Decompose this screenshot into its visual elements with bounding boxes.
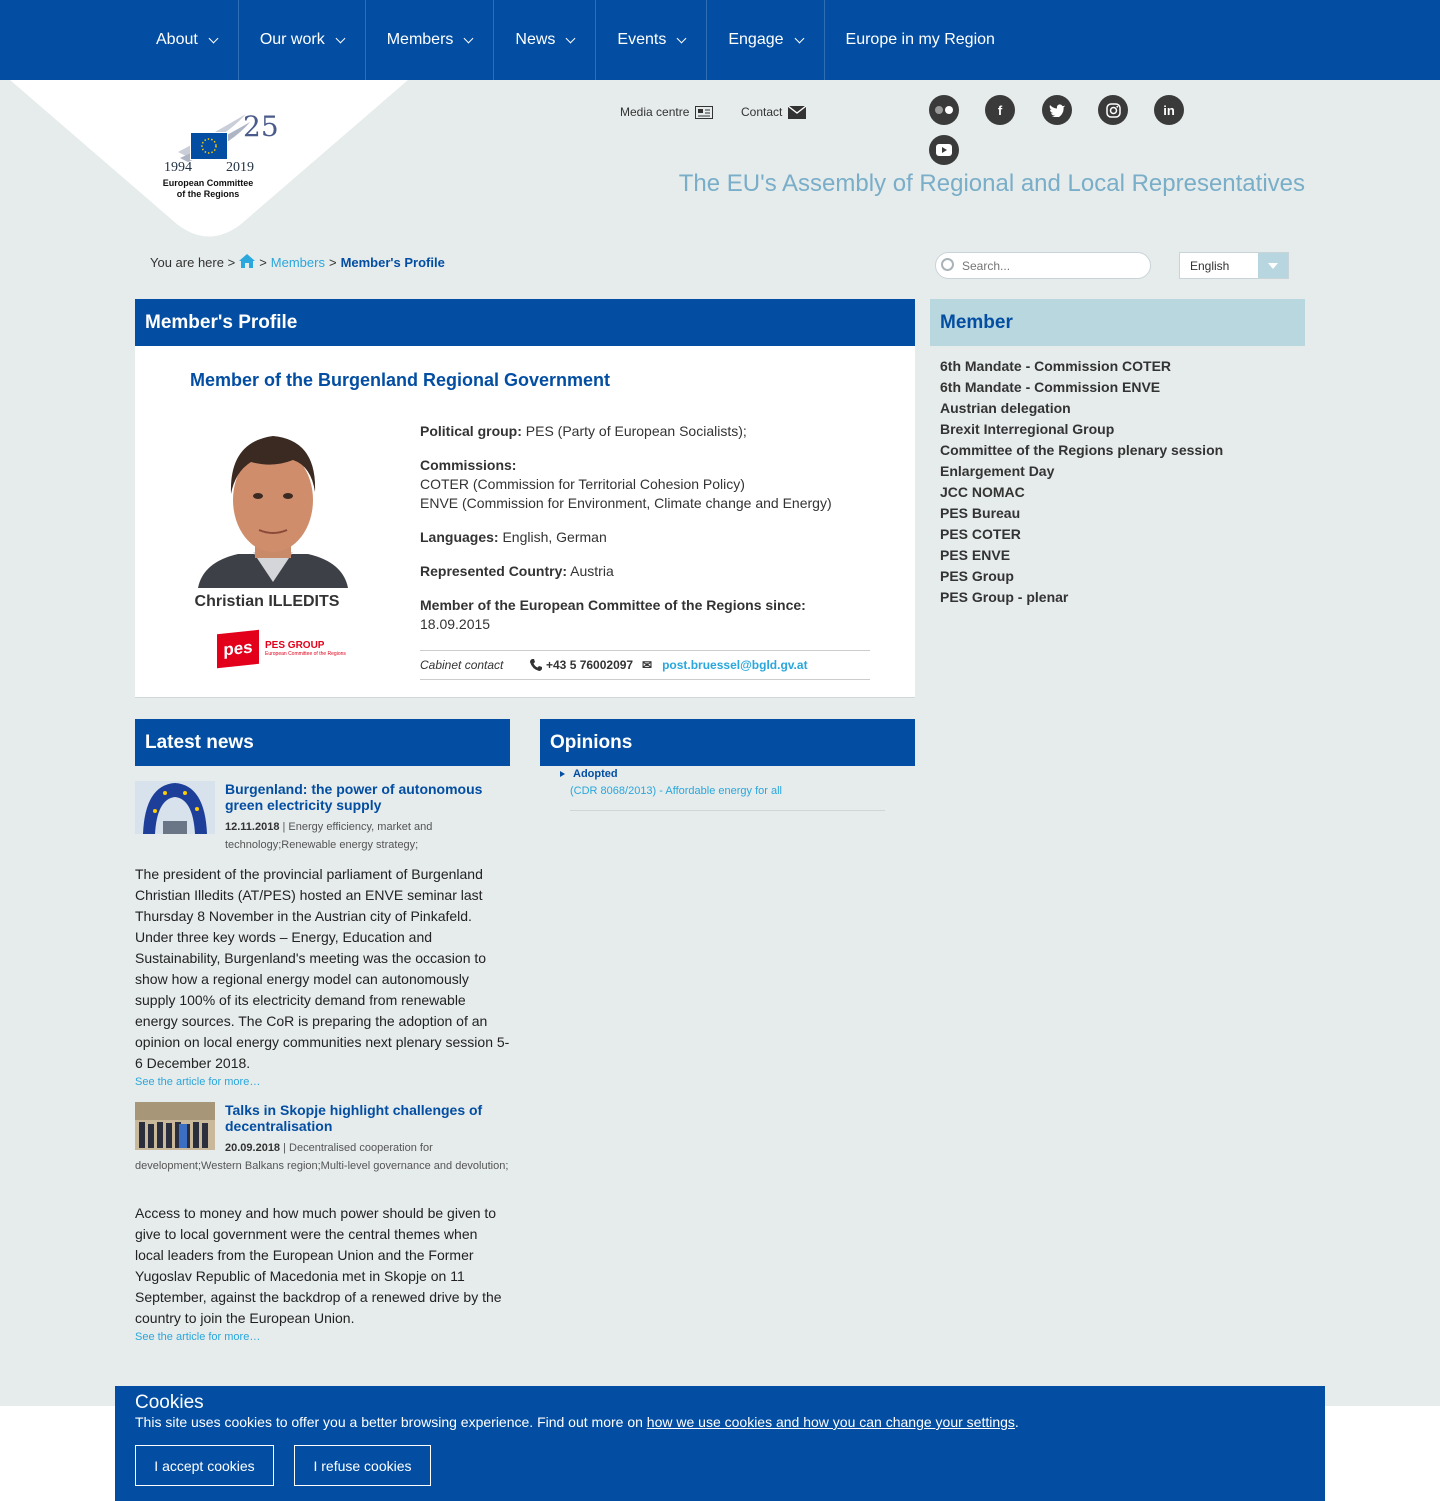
cookie-message-end: . bbox=[1014, 1414, 1019, 1430]
list-item[interactable]: Enlargement Day bbox=[940, 463, 1055, 479]
nav-engage[interactable] bbox=[707, 0, 824, 80]
nav-europe-in-my-region[interactable] bbox=[825, 0, 1016, 80]
commission-item: ENVE (Commission for Environment, Climate change and Energy) bbox=[420, 495, 832, 511]
list-item[interactable]: 6th Mandate - Commission ENVE bbox=[940, 379, 1161, 395]
field-label: Political group: bbox=[420, 423, 522, 439]
chevron-down-icon bbox=[677, 33, 687, 43]
news-meta bbox=[225, 818, 510, 854]
commission-item: COTER (Commission for Territorial Cohesion Policy) bbox=[420, 476, 745, 492]
chevron-down-icon bbox=[335, 33, 345, 43]
list-item[interactable]: PES Bureau bbox=[940, 505, 1021, 521]
instagram-icon[interactable] bbox=[1098, 95, 1128, 125]
divider bbox=[570, 810, 885, 811]
news-meta bbox=[135, 1139, 510, 1175]
news-tags: | Decentralised cooperation for development;Western Balkans region;Multi-level governance and devolution; bbox=[135, 1142, 509, 1172]
home-icon[interactable] bbox=[239, 254, 255, 271]
news-thumbnail[interactable] bbox=[135, 781, 215, 834]
chevron-down-icon bbox=[566, 33, 576, 43]
email-value: post.bruessel@bgld.gv.at bbox=[662, 658, 808, 672]
news-title-link[interactable]: Talks in Skopje highlight challenges of decentralisation bbox=[225, 1102, 483, 1134]
logo-year-start: 1994 bbox=[164, 160, 192, 175]
political-group-value: PES (Party of European Socialists); bbox=[525, 423, 747, 439]
news-body: Access to money and how much power should be given to give to local government were the central themes when local leaders from the European Union and the Former Yugoslav Republic of Macedonia met in Skopje on 11 September, against the backdrop of a renewed drive by the country to join the European Union. bbox=[135, 1205, 502, 1326]
logo-year-end: 2019 bbox=[226, 160, 254, 175]
see-more-link[interactable]: See the article for more… bbox=[135, 1076, 261, 1088]
youtube-icon[interactable] bbox=[929, 135, 959, 165]
chevron-down-icon bbox=[794, 33, 804, 43]
contact-label: Contact bbox=[741, 105, 783, 119]
member-panel-heading: Member bbox=[930, 299, 1305, 346]
cookie-text bbox=[135, 1414, 1019, 1430]
search-input[interactable] bbox=[935, 252, 1151, 279]
cabinet-contact bbox=[420, 650, 870, 680]
country-row bbox=[420, 562, 870, 581]
twitter-icon[interactable] bbox=[1042, 95, 1072, 125]
profile-title: Member of the Burgenland Regional Government bbox=[190, 370, 611, 390]
language-selected: English bbox=[1190, 258, 1230, 273]
see-more-link[interactable]: See the article for more… bbox=[135, 1331, 261, 1343]
envelope-icon bbox=[788, 106, 806, 119]
pes-logo-group: PES GROUP bbox=[265, 640, 325, 651]
list-item[interactable]: Committee of the Regions plenary session bbox=[940, 442, 1224, 458]
newspaper-icon bbox=[695, 106, 713, 119]
list-item[interactable]: PES ENVE bbox=[940, 547, 1011, 563]
field-label: Represented Country: bbox=[420, 563, 568, 579]
news-tags: | Energy efficiency, market and technology;Renewable energy strategy; bbox=[225, 821, 433, 851]
breadcrumb-separator: > bbox=[328, 255, 337, 270]
accept-cookies-button[interactable]: I accept cookies bbox=[135, 1445, 274, 1486]
member-details bbox=[420, 422, 870, 649]
list-item[interactable]: PES COTER bbox=[940, 526, 1021, 542]
nav-label: News bbox=[515, 31, 556, 48]
logo-name-line: European Committee bbox=[162, 178, 254, 188]
news-date: 12.11.2018 bbox=[225, 821, 280, 833]
cookie-banner bbox=[115, 1386, 1325, 1501]
nav-label: Our work bbox=[259, 31, 325, 48]
nav-news[interactable] bbox=[494, 0, 596, 80]
linkedin-icon[interactable]: in bbox=[1154, 95, 1184, 125]
list-item[interactable]: Brexit Interregional Group bbox=[940, 421, 1115, 437]
contact-link[interactable] bbox=[741, 105, 806, 119]
chevron-down-icon bbox=[464, 33, 474, 43]
cookie-message: This site uses cookies to offer you a better browsing experience. Find out more on bbox=[135, 1414, 647, 1430]
field-label: Commissions: bbox=[420, 457, 517, 473]
news-body: The president of the provincial parliament of Burgenland Christian Illedits (AT/PES) hosted an ENVE seminar last Thursday 8 November in the Austrian city of Pinkafeld. Under three key words – Energy, Education and Sustainability, Burgenland's meeting was the occasion to show how a regional energy model can autonomously supply 100% of its electricity demand from renewable energy sources. The CoR is preparing the adoption of an opinion on local energy communities next plenary session 5-6 December 2018. bbox=[135, 866, 510, 1071]
member-portrait bbox=[193, 422, 353, 588]
language-select[interactable] bbox=[1179, 252, 1289, 279]
breadcrumb-current: Member's Profile bbox=[340, 255, 445, 270]
member-name: Christian ILLEDITS bbox=[194, 593, 340, 610]
news-title-link[interactable]: Burgenland: the power of autonomous green electricity supply bbox=[225, 781, 483, 813]
envelope-icon: ✉ bbox=[642, 658, 653, 672]
cookie-policy-link[interactable]: how we use cookies and how you can change your settings bbox=[646, 1414, 1015, 1430]
news-date: 20.09.2018 bbox=[225, 1142, 281, 1154]
since-value: 18.09.2015 bbox=[420, 616, 491, 632]
facebook-icon[interactable]: f bbox=[985, 95, 1015, 125]
nav-label: Events bbox=[617, 31, 667, 48]
breadcrumb-separator: > bbox=[259, 255, 267, 270]
breadcrumb bbox=[150, 254, 445, 271]
field-label: Member of the European Committee of the Regions since: bbox=[420, 597, 806, 613]
political-group-row bbox=[420, 422, 870, 441]
logo-anniversary: 25 bbox=[243, 110, 279, 143]
opinion-link[interactable]: (CDR 8068/2013) - Affordable energy for all bbox=[570, 785, 782, 797]
list-item[interactable]: JCC NOMAC bbox=[940, 484, 1025, 500]
pes-group-logo[interactable] bbox=[217, 632, 346, 666]
main-navigation bbox=[0, 0, 1440, 80]
site-tagline: The EU's Assembly of Regional and Local Representatives bbox=[678, 170, 1305, 197]
languages-row bbox=[420, 528, 870, 547]
nav-members[interactable] bbox=[366, 0, 495, 80]
profile-box bbox=[135, 346, 915, 698]
opinion-status[interactable] bbox=[560, 768, 618, 780]
cabinet-label: Cabinet contact bbox=[420, 658, 504, 672]
field-label: Languages: bbox=[420, 529, 499, 545]
refuse-cookies-button[interactable]: I refuse cookies bbox=[294, 1445, 431, 1486]
cookie-title: Cookies bbox=[135, 1392, 204, 1413]
phone-value: +43 5 76002097 bbox=[546, 658, 634, 672]
list-item[interactable]: PES Group - plenar bbox=[940, 589, 1069, 605]
list-item[interactable]: PES Group bbox=[940, 568, 1014, 584]
media-centre-label: Media centre bbox=[620, 105, 690, 119]
triangle-right-icon bbox=[560, 771, 565, 777]
pes-logo-mark: pes bbox=[217, 630, 259, 668]
languages-value: English, German bbox=[502, 529, 607, 545]
opinion-status-label: Adopted bbox=[573, 768, 618, 780]
country-value: Austria bbox=[570, 563, 614, 579]
nav-about[interactable] bbox=[135, 0, 239, 80]
cabinet-phone[interactable] bbox=[530, 658, 642, 672]
list-item[interactable]: 6th Mandate - Commission COTER bbox=[940, 358, 1172, 374]
breadcrumb-members-link[interactable]: Members bbox=[270, 255, 325, 270]
profile-heading: Member's Profile bbox=[135, 299, 915, 346]
logo-name bbox=[160, 178, 256, 200]
media-centre-link[interactable] bbox=[620, 105, 713, 119]
opinions-heading: Opinions bbox=[540, 719, 915, 766]
nav-label: Members bbox=[386, 31, 454, 48]
since-row bbox=[420, 596, 870, 634]
flickr-icon[interactable] bbox=[929, 95, 959, 125]
cabinet-email[interactable] bbox=[642, 658, 808, 672]
list-item[interactable]: Austrian delegation bbox=[940, 400, 1071, 416]
member-groups-list bbox=[940, 356, 1223, 608]
chevron-down-icon bbox=[208, 33, 218, 43]
search-icon bbox=[941, 258, 954, 271]
eu-flag-icon bbox=[190, 132, 228, 160]
nav-events[interactable] bbox=[596, 0, 707, 80]
logo-years bbox=[164, 160, 254, 176]
nav-label: Engage bbox=[728, 31, 784, 48]
phone-icon bbox=[530, 659, 542, 671]
logo-name-line: of the Regions bbox=[176, 189, 240, 199]
commissions-row bbox=[420, 456, 870, 513]
latest-news-heading: Latest news bbox=[135, 719, 510, 766]
dropdown-arrow-icon bbox=[1258, 253, 1288, 278]
nav-label: Europe in my Region bbox=[845, 31, 995, 48]
nav-label: About bbox=[156, 31, 198, 48]
breadcrumb-prefix: You are here > bbox=[150, 255, 236, 270]
pes-logo-sub: European Committee of the Regions bbox=[265, 651, 346, 657]
pes-logo-text bbox=[265, 641, 346, 657]
nav-our-work[interactable] bbox=[239, 0, 366, 80]
